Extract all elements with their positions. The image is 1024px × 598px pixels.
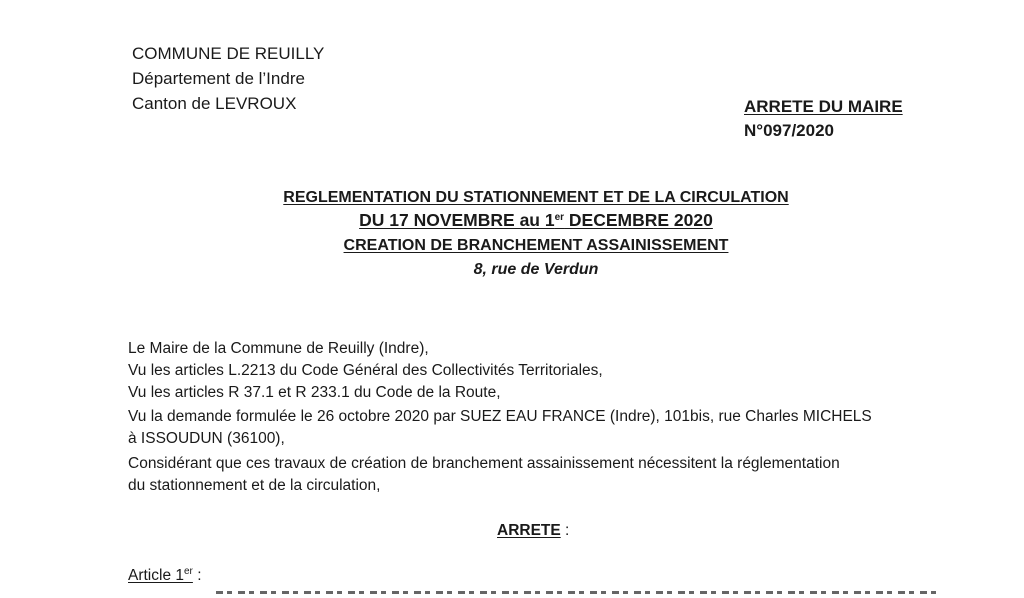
title-line-1: REGLEMENTATION DU STATIONNEMENT ET DE LA CIRCULATION: [283, 189, 789, 206]
article-heading: Article 1er :: [128, 566, 202, 584]
clipped-next-line: [216, 590, 936, 598]
preamble-line: Considérant que ces travaux de création de branchement assainissement nécessitent la réglementation: [128, 455, 840, 472]
title-line-3: CREATION DE BRANCHEMENT ASSAINISSEMENT: [343, 237, 729, 254]
preamble-line: Le Maire de la Commune de Reuilly (Indre),: [128, 340, 429, 357]
preamble-line: Vu les articles R 37.1 et R 233.1 du Code de la Route,: [128, 384, 501, 401]
decision-heading: ARRETE :: [497, 522, 570, 539]
canton-name: Canton de LEVROUX: [132, 94, 297, 113]
preamble-line: du stationnement et de la circulation,: [128, 477, 381, 494]
title-line-4: 8, rue de Verdun: [473, 261, 599, 278]
arrete-number: N°097/2020: [744, 121, 834, 140]
preamble-line: Vu les articles L.2213 du Code Général des Collectivités Territoriales,: [128, 362, 603, 379]
departement-name: Département de l’Indre: [132, 69, 305, 88]
preamble-line: à ISSOUDUN (36100),: [128, 430, 285, 447]
title-line-2: DU 17 NOVEMBRE au 1er DECEMBRE 2020: [359, 210, 713, 230]
preamble-line: Vu la demande formulée le 26 octobre 2020 par SUEZ EAU FRANCE (Indre), 101bis, rue Charles MICHELS: [128, 408, 872, 425]
commune-name: COMMUNE DE REUILLY: [132, 44, 325, 63]
arrete-title: ARRETE DU MAIRE: [744, 97, 903, 116]
